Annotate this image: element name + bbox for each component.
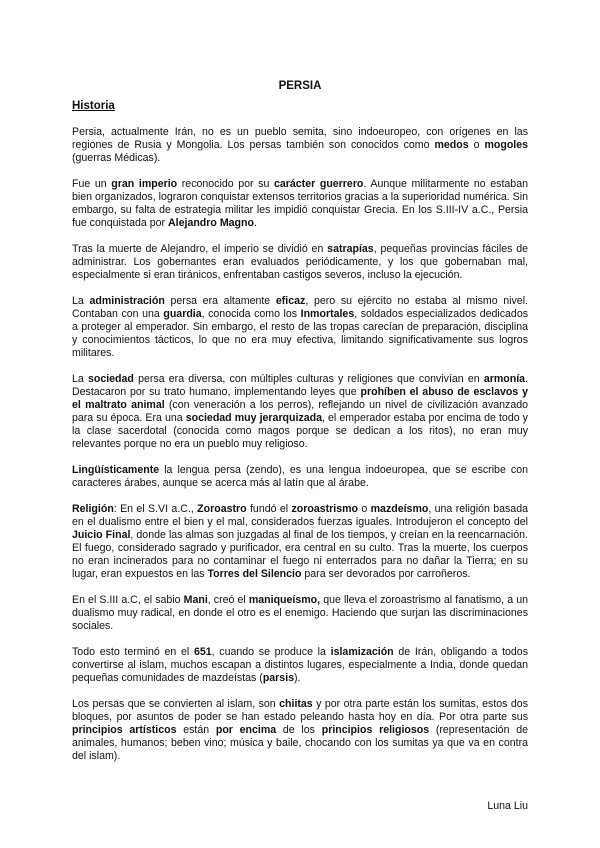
text-run: persa era diversa, con múltiples culturas y religiones que convivían en (133, 373, 484, 385)
text-run: : En el S.VI a.C., (113, 503, 198, 515)
text-run: , pero su ejército no estaba al mismo nivel. Contaban con una (72, 295, 528, 320)
bold-term: gran imperio (111, 178, 178, 190)
text-run: (con veneración a los perros), reflejando un nivel de civilización avanzado para su época. Era una (72, 399, 529, 424)
section-heading: Historia (72, 100, 115, 112)
bold-term: chiitas (279, 698, 313, 710)
bold-term: parsis (262, 672, 295, 684)
bold-term: por encima (215, 724, 277, 736)
bold-term: medos (434, 139, 469, 151)
bold-term: 651 (193, 646, 212, 658)
text-run: En el S.III a.C, el sabio (72, 594, 184, 606)
paragraph-2 (72, 178, 528, 230)
bold-term: sociedad (87, 373, 134, 385)
text-run: que lleva el zoroastrismo al fanatismo, a un dualismo muy radical, en donde el otro es el enemigo. Haciendo que surjan las discriminaciones sociales. (72, 594, 528, 632)
bold-term: sociedad muy jerarquizada (185, 412, 322, 424)
text-run: , una religión basada en el dualismo entre el bien y el mal, considerados fuerzas iguales. Introdujeron el concepto del (72, 503, 528, 528)
text-run: para ser devorados por carroñeros. (301, 568, 471, 580)
text-run: Fue un (72, 178, 112, 190)
bold-term: Zoroastro (197, 503, 247, 515)
bold-term: armonía (483, 373, 526, 385)
paragraph-8 (72, 594, 528, 633)
text-run: o (358, 503, 371, 515)
bold-term: eficaz (275, 295, 306, 307)
text-run: . Destacaron por su trato humano, implementando leyes que (72, 373, 528, 398)
text-run: o (468, 139, 485, 151)
paragraph-7 (72, 503, 528, 581)
text-run: . (253, 217, 257, 229)
text-run: la lengua persa (zendo), es una lengua indoeuropea, que se escribe con caracteres árabes, aunque se acerca más al latín que al árabe. (72, 464, 528, 489)
text-run: , el emperador estaba por encima de todo y la clase sacerdotal (conocida como magos porque se dedican a los ritos), no eran muy relevantes porque no era un pueblo muy religioso. (72, 412, 528, 450)
bold-term: Religión (72, 503, 114, 515)
text-run: persa era altamente (164, 295, 276, 307)
text-run: están (176, 724, 216, 736)
bold-term: principios artísticos (72, 724, 177, 736)
document-body (72, 126, 528, 776)
text-run: , cuando se produce la (211, 646, 331, 658)
paragraph-1 (72, 126, 528, 165)
text-run: , soldados especializados dedicados a proteger al emperador. Sin embargo, el resto de las tropas carecían de preparación, disciplina y conocimientos tácticos, lo que no era muy efectiva, limitando significativamente sus logros militares. (72, 308, 529, 359)
bold-term: mogoles (484, 139, 529, 151)
text-run: Persia, actualmente Irán, no es un pueblo semita, sino indoeuropeo, con orígenes en las regiones de Rusia y Mongolia. Los persas también son conocidos como (72, 126, 528, 151)
text-run: reconocido por su (177, 178, 274, 190)
text-run: , pequeñas provincias fáciles de administrar. Los gobernantes eran evaluados periódicamente, y los que gobernaban mal, especialmente si eran tiránicos, enfrentaban castigos severos, incluso la ejecución. (72, 243, 528, 281)
page-title: PERSIA (278, 80, 322, 92)
paragraph-6 (72, 464, 528, 490)
text-run: Tras la muerte de Alejandro, el imperio se dividió en (72, 243, 328, 255)
paragraph-4 (72, 295, 528, 360)
paragraph-10 (72, 698, 528, 763)
text-run: (representación de animales, humanos; beben vino; música y baile, chocando con los sumitas ya que va en contra del islam). (72, 724, 528, 762)
text-run: , donde las almas son juzgadas al final de los tiempos, y creían en la reencarnación. El fuego, considerado sagrado y purificador, era central en su culto. Tras la muerte, los cuerpos no eran incinerados para no contaminar el fuego ni enterrados para no dañar la Tierra; en su lugar, eran expuestos en las (72, 529, 528, 580)
text-run: de Irán, obligando a todos convertirse al islam, muchos escapan a distintos lugares, especialmente a India, donde quedan pequeñas comunidades de mazdeístas ( (72, 646, 528, 684)
bold-term: Inmortales (300, 308, 355, 320)
bold-term: Lingüísticamente (72, 464, 160, 476)
text-run: fundó el (246, 503, 292, 515)
paragraph-3 (72, 243, 528, 282)
bold-term: zoroastrismo (291, 503, 359, 515)
bold-term: guardia (163, 308, 202, 320)
text-run: La (72, 295, 90, 307)
text-run: y por otra parte están los sumitas, estos dos bloques, por asuntos de poder se han estado peleando hasta hoy en día. Por otra parte sus (72, 698, 528, 723)
bold-term: administración (89, 295, 165, 307)
author-name: Luna Liu (487, 800, 528, 812)
bold-term: Alejandro Magno (168, 217, 254, 229)
text-run: Los persas que se convierten al islam, son (72, 698, 280, 710)
text-run: , conocida como los (201, 308, 301, 320)
bold-term: Mani (183, 594, 208, 606)
bold-term: Juicio Final (72, 529, 131, 541)
bold-term: principios religiosos (321, 724, 430, 736)
text-run: . Aunque militarmente no estaban bien organizados, lograron conquistar extensos territorios gracias a la superioridad numérica. Sin embargo, su falta de estrategia militar les impidió conquistar Grecia. En los S.III-IV a.C., Persia fue conquistada por (72, 178, 528, 229)
bold-term: maniqueísmo, (248, 594, 321, 606)
text-run: , creó el (207, 594, 249, 606)
text-run: La (72, 373, 88, 385)
text-run: Todo esto terminó en el (72, 646, 194, 658)
bold-term: Torres del Silencio (207, 568, 302, 580)
paragraph-5 (72, 373, 528, 451)
bold-term: prohíben el abuso de esclavos y el maltrato animal (72, 386, 528, 411)
text-run: (guerras Médicas). (72, 152, 161, 164)
text-run: de los (276, 724, 322, 736)
text-run: ). (294, 672, 301, 684)
bold-term: islamización (330, 646, 394, 658)
bold-term: mazdeísmo (370, 503, 429, 515)
bold-term: satrapías (327, 243, 374, 255)
paragraph-9 (72, 646, 528, 685)
bold-term: carácter guerrero (273, 178, 364, 190)
